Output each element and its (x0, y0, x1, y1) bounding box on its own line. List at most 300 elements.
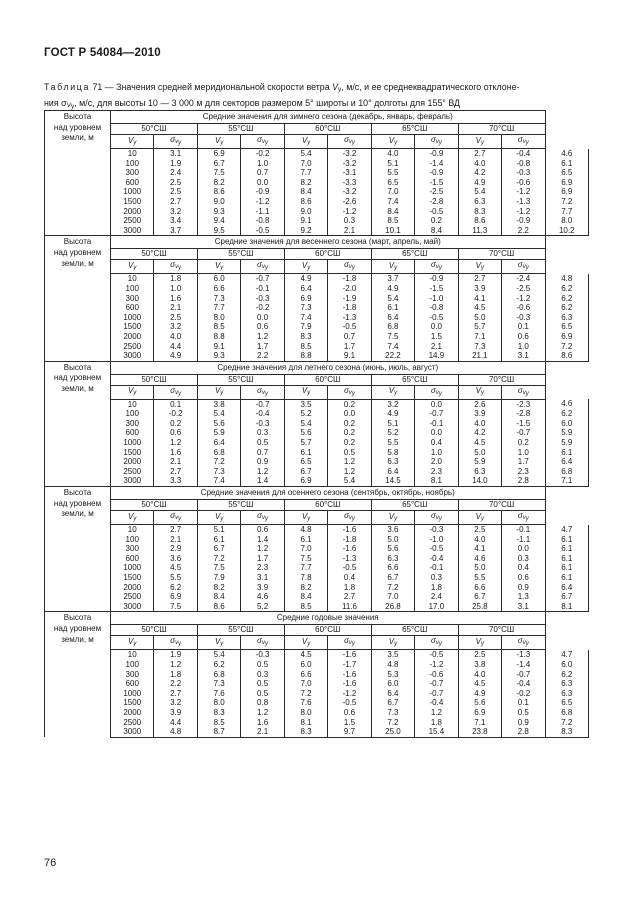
data-cell: 5.4 (284, 149, 327, 159)
table-row (45, 342, 589, 352)
sigma-symbol-subscript (523, 515, 529, 521)
data-cell: -2.0 (328, 284, 371, 294)
data-cell: 5.4 (371, 294, 414, 304)
data-cell: 0.3 (241, 428, 284, 438)
caption-subscript-symbol: V (66, 101, 71, 109)
data-cell: 5.6 (284, 428, 327, 438)
data-cell: -0.5 (328, 322, 371, 332)
data-cell: 7.2 (284, 689, 327, 699)
altitude-header-line: земли, м (61, 509, 94, 519)
data-cell: -1.2 (328, 689, 371, 699)
data-cell: -0.7 (502, 428, 545, 438)
sigma-subscript-index: y (265, 516, 268, 523)
data-cell: 0.1 (502, 698, 545, 708)
data-cell: 7.2 (545, 197, 588, 207)
sigma-symbol-letter: σ (170, 511, 176, 521)
data-cell: 5.2 (241, 602, 284, 612)
sigma-symbol-subscript (349, 640, 355, 646)
mean-symbol-letter: V (475, 636, 482, 646)
sigma-symbol-subscript (436, 264, 442, 270)
table-row (45, 332, 589, 342)
table-row (45, 149, 589, 159)
data-cell: 5.4 (284, 419, 327, 429)
data-cell: 7.5 (154, 602, 197, 612)
sigma-symbol-subscript (349, 264, 355, 270)
table-row (45, 303, 589, 313)
sigma-symbol (328, 135, 371, 149)
data-cell: 7.3 (197, 467, 240, 477)
mean-symbol-letter: V (388, 260, 395, 270)
data-cell: 7.7 (284, 563, 327, 573)
table-row (45, 438, 589, 448)
data-cell: 8.6 (197, 602, 240, 612)
data-cell: 2.7 (458, 274, 501, 284)
sigma-symbol-letter: σ (430, 260, 436, 270)
data-cell: 8.2 (284, 583, 327, 593)
data-cell: -1.2 (328, 207, 371, 217)
data-cell: 4.6 (241, 592, 284, 602)
data-cell: 8.0 (284, 708, 327, 718)
data-cell: 7.9 (197, 573, 240, 583)
data-cell: 3.5 (284, 399, 327, 409)
data-cell: 6.9 (458, 708, 501, 718)
table-row (45, 168, 589, 178)
table-row (45, 670, 589, 680)
data-cell: -0.1 (415, 419, 458, 429)
data-cell: 6.4 (371, 467, 414, 477)
data-cell: 6.6 (458, 583, 501, 593)
data-cell: 3.2 (154, 322, 197, 332)
data-cell: 3.2 (154, 207, 197, 217)
section-title-row (45, 236, 589, 249)
altitude-header-line: Высота (63, 613, 92, 623)
caption-symbol: V (332, 82, 339, 92)
mean-symbol-subscript: y (220, 640, 224, 647)
data-cell: 2.3 (502, 467, 545, 477)
mean-symbol-subscript: y (307, 390, 311, 397)
sigma-symbol-letter: σ (257, 260, 262, 270)
sigma-subscript-index: y (351, 390, 355, 397)
mean-symbol-letter: V (301, 636, 308, 646)
mean-symbol-letter: V (214, 135, 221, 145)
data-cell: -1.0 (415, 535, 458, 545)
data-cell: 4.6 (545, 399, 588, 409)
data-cell: 6.1 (284, 448, 327, 458)
data-cell: 2.1 (415, 342, 458, 352)
data-cell: 6.8 (545, 708, 588, 718)
data-cell: -0.3 (241, 294, 284, 304)
table-row (45, 457, 589, 467)
data-cell: 5.6 (371, 544, 414, 554)
data-cell: 7.6 (197, 689, 240, 699)
data-cell: 5.2 (371, 428, 414, 438)
data-cell: 3.7 (154, 226, 197, 236)
mean-symbol-letter: V (128, 636, 134, 646)
data-cell: 1.5 (415, 332, 458, 342)
table-row (45, 525, 589, 535)
data-cell: -0.2 (241, 303, 284, 313)
data-cell: 2.9 (154, 544, 197, 554)
sigma-symbol (502, 135, 545, 149)
data-cell: 6.8 (197, 448, 240, 458)
mean-symbol-letter: V (128, 511, 134, 521)
data-cell: 0.2 (415, 216, 458, 226)
altitude-value: 100 (111, 409, 154, 419)
mean-symbol (371, 636, 414, 650)
data-cell: 0.2 (154, 419, 197, 429)
data-cell: 0.6 (241, 525, 284, 535)
data-cell: 10.2 (545, 226, 588, 236)
altitude-header-line: над уровнем (53, 122, 102, 132)
sigma-symbol (502, 636, 545, 650)
data-cell: 3.8 (458, 660, 501, 670)
data-cell: 9.1 (284, 216, 327, 226)
altitude-value: 1000 (111, 187, 154, 197)
sigma-symbol (241, 636, 284, 650)
data-cell: 6.1 (545, 159, 588, 169)
data-cell: 7.5 (197, 168, 240, 178)
sigma-symbol-letter: σ (257, 636, 262, 646)
data-cell: 7.1 (458, 718, 501, 728)
sigma-subscript-index: y (525, 641, 529, 648)
mean-symbol (197, 385, 240, 399)
sigma-symbol-subscript (349, 139, 355, 145)
data-cell: 25.0 (371, 727, 414, 737)
mean-symbol-letter: V (301, 511, 308, 521)
altitude-value: 3000 (111, 602, 154, 612)
caption-subscript: y (338, 86, 342, 93)
sigma-subscript-letter: v (435, 515, 439, 522)
data-cell: 8.4 (371, 207, 414, 217)
data-cell: 1.0 (241, 159, 284, 169)
mean-symbol-subscript: y (220, 139, 224, 146)
data-cell: 6.9 (284, 476, 327, 486)
latitude-header: 70°СШ (458, 625, 545, 636)
mean-symbol-subscript: y (220, 515, 224, 522)
data-cell: 5.1 (197, 525, 240, 535)
data-cell: 4.7 (545, 525, 588, 535)
data-cell: 6.9 (154, 592, 197, 602)
data-cell: 3.5 (371, 650, 414, 660)
data-cell: 3.7 (371, 274, 414, 284)
sigma-symbol-subscript (349, 515, 355, 521)
data-cell: 6.1 (545, 544, 588, 554)
table-row (45, 294, 589, 304)
data-cell: 5.6 (458, 698, 501, 708)
data-cell: 0.7 (328, 332, 371, 342)
data-cell: 14.5 (371, 476, 414, 486)
data-cell: 7.4 (284, 313, 327, 323)
data-cell: 3.9 (154, 708, 197, 718)
data-cell: -0.4 (415, 554, 458, 564)
data-cell: 8.4 (284, 592, 327, 602)
sigma-subscript-letter: v (175, 139, 179, 145)
mean-symbol (284, 636, 327, 650)
data-cell: -0.3 (502, 168, 545, 178)
altitude-value: 300 (111, 168, 154, 178)
sigma-subscript-index: y (438, 516, 442, 523)
data-cell: 0.2 (502, 438, 545, 448)
data-cell: 6.9 (545, 187, 588, 197)
altitude-value: 1000 (111, 313, 154, 323)
data-cell: 1.0 (415, 448, 458, 458)
data-cell: 0.5 (241, 679, 284, 689)
data-cell: 2.7 (154, 689, 197, 699)
data-cell: -0.4 (415, 698, 458, 708)
altitude-value: 2500 (111, 718, 154, 728)
data-cell: 2.0 (415, 457, 458, 467)
data-cell: -3.2 (328, 159, 371, 169)
data-cell: 7.2 (197, 457, 240, 467)
data-cell: -0.1 (502, 525, 545, 535)
data-cell: -0.9 (241, 187, 284, 197)
data-cell: 9.2 (284, 226, 327, 236)
altitude-value: 300 (111, 670, 154, 680)
caption-text: ния σ (44, 97, 67, 108)
sigma-symbol-letter: σ (517, 135, 523, 144)
data-cell: 9.3 (197, 351, 240, 361)
mean-symbol-subscript: y (394, 390, 398, 397)
data-cell: 3.9 (458, 284, 501, 294)
caption-subscript: y (70, 102, 75, 110)
sigma-subscript-index: y (438, 140, 442, 146)
sigma-symbol-letter: σ (517, 260, 523, 270)
data-cell: 5.8 (371, 448, 414, 458)
table-row (45, 226, 589, 236)
data-cell: 8.2 (197, 583, 240, 593)
mean-symbol-letter: V (214, 386, 221, 396)
data-cell: -1.9 (328, 294, 371, 304)
latitude-row (45, 500, 589, 511)
sigma-symbol-letter: σ (170, 385, 176, 395)
data-cell: 1.9 (154, 159, 197, 169)
table-body (45, 111, 589, 738)
table-row (45, 313, 589, 323)
data-cell: 6.8 (371, 322, 414, 332)
altitude-value: 2000 (111, 457, 154, 467)
data-cell: -1.6 (328, 544, 371, 554)
data-cell: 1.7 (241, 554, 284, 564)
sigma-subscript-letter: v (435, 389, 439, 396)
sigma-symbol (241, 511, 284, 525)
data-cell: 2.1 (241, 727, 284, 737)
data-cell: -0.7 (415, 409, 458, 419)
data-cell: 0.3 (328, 216, 371, 226)
data-cell: -0.4 (502, 679, 545, 689)
data-cell: 6.7 (371, 573, 414, 583)
data-cell: 2.5 (154, 313, 197, 323)
sigma-symbol (328, 260, 371, 274)
sigma-subscript-letter: v (262, 389, 265, 396)
data-cell: 0.0 (328, 409, 371, 419)
data-cell: 3.1 (502, 351, 545, 361)
data-cell: -1.2 (502, 294, 545, 304)
sigma-subscript-letter: v (522, 640, 526, 647)
data-cell: 9.0 (284, 207, 327, 217)
mean-symbol-subscript: y (133, 515, 137, 522)
data-cell: 0.6 (154, 428, 197, 438)
data-cell: 4.6 (545, 149, 588, 159)
table-row (45, 178, 589, 188)
data-cell: 4.4 (154, 342, 197, 352)
data-cell: -0.5 (415, 544, 458, 554)
data-cell: 8.5 (197, 718, 240, 728)
caption-label: Таблица (44, 82, 90, 92)
data-cell: -0.7 (502, 670, 545, 680)
altitude-value: 2000 (111, 583, 154, 593)
sigma-symbol-subscript (262, 390, 268, 396)
data-cell: 8.4 (197, 592, 240, 602)
sigma-subscript-index: y (265, 140, 268, 146)
latitude-row (45, 249, 589, 260)
sigma-symbol-letter: σ (344, 636, 349, 646)
data-cell: -2.5 (502, 284, 545, 294)
sigma-symbol (415, 385, 458, 399)
data-cell: 5.0 (458, 448, 501, 458)
latitude-header: 70°СШ (458, 249, 545, 260)
data-cell: 6.1 (545, 448, 588, 458)
data-cell: 6.7 (371, 698, 414, 708)
mean-symbol (197, 135, 240, 149)
data-cell: -0.7 (415, 689, 458, 699)
mean-symbol-letter: V (475, 135, 482, 145)
data-cell: -0.2 (154, 409, 197, 419)
data-cell: 6.4 (197, 438, 240, 448)
mean-symbol-subscript: y (307, 640, 311, 647)
data-cell: -1.0 (415, 294, 458, 304)
data-cell: 5.6 (197, 419, 240, 429)
data-cell: 7.3 (458, 342, 501, 352)
data-cell: 0.9 (241, 457, 284, 467)
data-cell: 5.7 (458, 322, 501, 332)
data-cell: 2.1 (154, 457, 197, 467)
data-cell: 4.9 (458, 689, 501, 699)
sigma-subscript-letter: v (522, 264, 526, 271)
data-cell: 1.0 (154, 284, 197, 294)
sigma-symbol (154, 135, 197, 149)
data-cell: 0.0 (415, 428, 458, 438)
sigma-subscript-index: y (351, 516, 355, 523)
data-cell: 0.9 (502, 583, 545, 593)
data-cell: 11.3 (458, 226, 501, 236)
altitude-value: 100 (111, 159, 154, 169)
data-cell: 0.6 (502, 573, 545, 583)
data-cell: 26.8 (371, 602, 414, 612)
sigma-symbol-subscript (523, 264, 529, 270)
data-cell: -0.7 (241, 399, 284, 409)
mean-symbol (197, 260, 240, 274)
sigma-subscript-index: y (525, 265, 529, 272)
section-title-row (45, 487, 589, 500)
data-cell: -0.3 (241, 419, 284, 429)
altitude-header-line: Высота (63, 362, 92, 372)
data-cell: -1.5 (415, 284, 458, 294)
latitude-header: 50°СШ (111, 500, 198, 511)
data-cell: 0.5 (502, 708, 545, 718)
data-cell: 0.4 (502, 563, 545, 573)
data-cell: 1.8 (328, 583, 371, 593)
altitude-value: 2500 (111, 216, 154, 226)
data-cell: 23.8 (458, 727, 501, 737)
altitude-value: 300 (111, 294, 154, 304)
sigma-subscript-letter: v (435, 640, 439, 647)
data-cell: 1.2 (154, 660, 197, 670)
data-cell: 9.7 (328, 727, 371, 737)
data-cell: 6.3 (458, 197, 501, 207)
mean-symbol-letter: V (388, 511, 395, 521)
data-cell: -1.6 (328, 670, 371, 680)
table-row (45, 159, 589, 169)
sigma-symbol-subscript (436, 139, 442, 145)
data-cell: 0.3 (415, 573, 458, 583)
data-cell: -0.5 (415, 207, 458, 217)
data-cell: 3.1 (502, 602, 545, 612)
sigma-symbol-subscript (262, 515, 268, 521)
table-row (45, 698, 589, 708)
data-cell: 2.2 (154, 679, 197, 689)
latitude-row (45, 124, 589, 135)
data-cell: 7.5 (371, 332, 414, 342)
sigma-symbol (415, 511, 458, 525)
data-cell: 0.5 (241, 438, 284, 448)
data-cell: 9.3 (197, 207, 240, 217)
mean-symbol-subscript: y (394, 139, 398, 146)
data-cell: 6.3 (458, 467, 501, 477)
sigma-symbol-subscript (175, 390, 181, 396)
data-cell: 8.4 (284, 187, 327, 197)
data-cell: -1.4 (415, 159, 458, 169)
mean-symbol-subscript: y (133, 264, 137, 271)
sigma-symbol (328, 636, 371, 650)
data-cell: 5.3 (371, 670, 414, 680)
mean-symbol-subscript: y (481, 139, 485, 146)
sigma-subscript-index: y (178, 265, 182, 272)
data-cell: 4.9 (154, 351, 197, 361)
data-cell: 6.3 (371, 457, 414, 467)
mean-symbol-letter: V (475, 511, 482, 521)
data-cell: -1.6 (328, 679, 371, 689)
altitude-value: 10 (111, 399, 154, 409)
sigma-symbol-letter: σ (344, 260, 349, 270)
data-cell: 1.5 (328, 718, 371, 728)
data-cell: 7.3 (371, 708, 414, 718)
data-cell: 4.9 (284, 274, 327, 284)
sigma-subscript-letter: v (522, 515, 526, 522)
data-cell: 0.9 (502, 718, 545, 728)
mean-symbol-letter: V (388, 636, 395, 646)
data-cell: -0.5 (415, 313, 458, 323)
mean-symbol-letter: V (301, 386, 308, 396)
data-cell: 2.8 (502, 727, 545, 737)
sigma-symbol-subscript (262, 139, 268, 145)
data-cell: -0.8 (415, 303, 458, 313)
data-cell: -0.5 (328, 563, 371, 573)
mean-symbol (284, 385, 327, 399)
data-cell: 7.1 (458, 332, 501, 342)
mean-symbol (284, 135, 327, 149)
mean-symbol-letter: V (128, 135, 134, 145)
table-row (45, 207, 589, 217)
mean-symbol (458, 135, 501, 149)
sigma-symbol (154, 385, 197, 399)
data-cell: 4.6 (458, 554, 501, 564)
caption-text: , м/с, для высоты 10 — 3 000 м для секторов размером 5° широты и 10° долготы для 155° ВД (74, 97, 461, 108)
altitude-value: 2500 (111, 342, 154, 352)
data-cell: 2.7 (154, 467, 197, 477)
data-cell: 0.6 (328, 708, 371, 718)
data-cell: -0.9 (415, 274, 458, 284)
mean-symbol-letter: V (128, 260, 134, 270)
